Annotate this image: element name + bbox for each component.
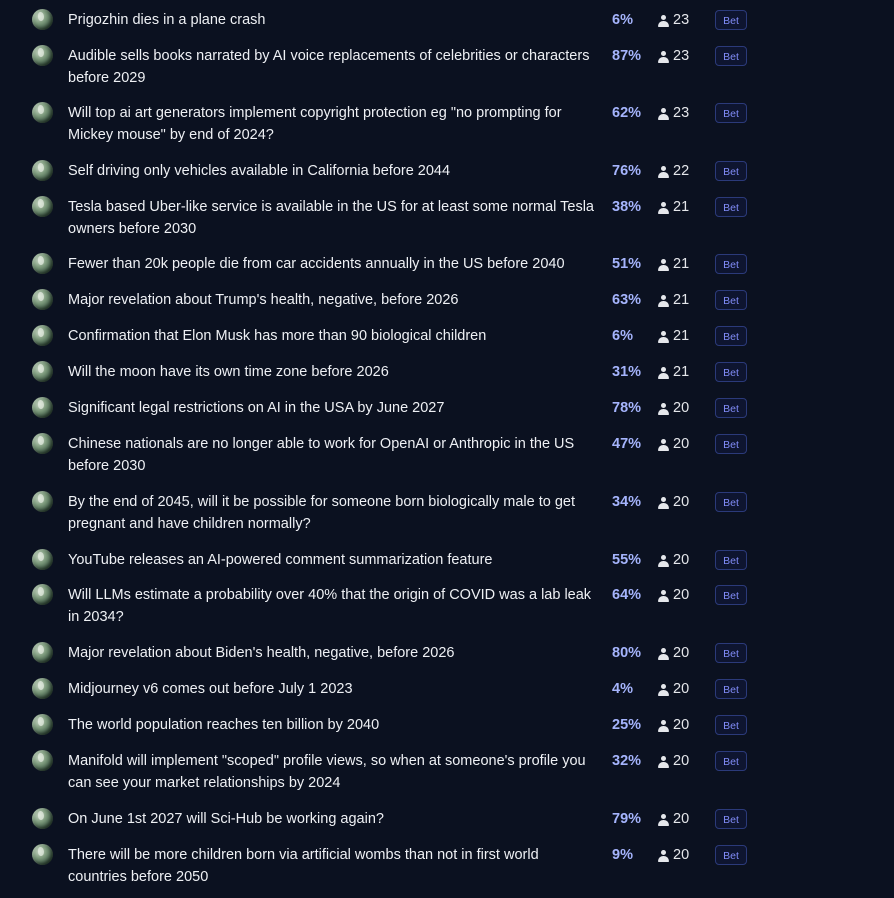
creator-avatar[interactable] bbox=[32, 397, 53, 418]
user-icon bbox=[658, 51, 669, 63]
market-probability: 62% bbox=[612, 105, 642, 121]
market-probability: 32% bbox=[612, 753, 642, 769]
market-probability: 51% bbox=[612, 256, 642, 272]
user-icon bbox=[658, 590, 669, 602]
market-question[interactable]: Manifold will implement "scoped" profile views, so when at someone's profile you can see your market relationships by 2024 bbox=[68, 753, 586, 791]
bet-button[interactable]: Bet bbox=[715, 550, 747, 570]
trader-count bbox=[658, 398, 689, 420]
trader-count-value: 20 bbox=[673, 681, 690, 697]
trader-count-value: 20 bbox=[673, 494, 690, 510]
creator-avatar[interactable] bbox=[32, 714, 53, 735]
market-probability: 80% bbox=[612, 645, 642, 661]
market-question[interactable]: YouTube releases an AI-powered comment summarization feature bbox=[68, 552, 493, 568]
trader-count bbox=[658, 103, 689, 125]
trader-count-value: 20 bbox=[673, 436, 690, 452]
creator-avatar[interactable] bbox=[32, 160, 53, 181]
market-probability: 9% bbox=[612, 847, 633, 863]
trader-count-value: 23 bbox=[673, 105, 690, 121]
bet-button[interactable]: Bet bbox=[715, 398, 747, 418]
creator-avatar[interactable] bbox=[32, 289, 53, 310]
bet-button[interactable]: Bet bbox=[715, 715, 747, 735]
user-icon bbox=[658, 720, 669, 732]
user-icon bbox=[658, 684, 669, 696]
market-question[interactable]: Tesla based Uber-like service is available in the US for at least some normal Tesla owners before 2030 bbox=[68, 199, 595, 237]
user-icon bbox=[658, 850, 669, 862]
user-icon bbox=[658, 403, 669, 415]
creator-avatar[interactable] bbox=[32, 45, 53, 66]
creator-avatar[interactable] bbox=[32, 196, 53, 217]
bet-button[interactable]: Bet bbox=[715, 643, 747, 663]
trader-count-value: 21 bbox=[673, 199, 690, 215]
market-question[interactable]: Confirmation that Elon Musk has more than 90 biological children bbox=[68, 328, 487, 344]
trader-count bbox=[658, 326, 689, 348]
market-probability: 31% bbox=[612, 364, 642, 380]
market-probability: 34% bbox=[612, 494, 642, 510]
trader-count-value: 23 bbox=[673, 48, 690, 64]
user-icon bbox=[658, 108, 669, 120]
trader-count-value: 21 bbox=[673, 364, 690, 380]
user-icon bbox=[658, 439, 669, 451]
trader-count bbox=[658, 751, 689, 773]
trader-count bbox=[658, 46, 689, 68]
bet-button[interactable]: Bet bbox=[715, 434, 747, 454]
market-probability: 78% bbox=[612, 400, 642, 416]
trader-count-value: 22 bbox=[673, 163, 690, 179]
market-probability: 6% bbox=[612, 12, 633, 28]
bet-button[interactable]: Bet bbox=[715, 326, 747, 346]
market-question[interactable]: Will the moon have its own time zone before 2026 bbox=[68, 364, 389, 380]
market-question[interactable]: Chinese nationals are no longer able to work for OpenAI or Anthropic in the US before 2030 bbox=[68, 436, 575, 474]
market-probability: 47% bbox=[612, 436, 642, 452]
trader-count-value: 20 bbox=[673, 587, 690, 603]
market-question[interactable]: Midjourney v6 comes out before July 1 2023 bbox=[68, 681, 353, 697]
bet-button[interactable]: Bet bbox=[715, 845, 747, 865]
market-question[interactable]: There will be more children born via artificial wombs than not in first world countries before 2050 bbox=[68, 847, 539, 885]
market-question[interactable]: Will LLMs estimate a probability over 40% that the origin of COVID was a lab leak in 2034? bbox=[68, 587, 592, 625]
trader-count bbox=[658, 679, 689, 701]
user-icon bbox=[658, 497, 669, 509]
bet-button[interactable]: Bet bbox=[715, 46, 747, 66]
trader-count-value: 20 bbox=[673, 753, 690, 769]
trader-count bbox=[658, 809, 689, 831]
bet-button[interactable]: Bet bbox=[715, 679, 747, 699]
trader-count bbox=[658, 161, 689, 183]
market-probability: 4% bbox=[612, 681, 633, 697]
trader-count-value: 20 bbox=[673, 552, 690, 568]
bet-button[interactable]: Bet bbox=[715, 585, 747, 605]
bet-button[interactable]: Bet bbox=[715, 197, 747, 217]
bet-button[interactable]: Bet bbox=[715, 103, 747, 123]
market-question[interactable]: By the end of 2045, will it be possible for someone born biologically male to get pregnant and have children normally? bbox=[68, 494, 575, 532]
trader-count bbox=[658, 362, 689, 384]
market-probability: 6% bbox=[612, 328, 633, 344]
bet-button[interactable]: Bet bbox=[715, 362, 747, 382]
market-question[interactable]: Fewer than 20k people die from car accidents annually in the US before 2040 bbox=[68, 256, 565, 272]
trader-count-value: 20 bbox=[673, 645, 690, 661]
user-icon bbox=[658, 814, 669, 826]
creator-avatar[interactable] bbox=[32, 433, 53, 454]
market-question[interactable]: Major revelation about Biden's health, negative, before 2026 bbox=[68, 645, 455, 661]
trader-count-value: 21 bbox=[673, 328, 690, 344]
market-probability: 25% bbox=[612, 717, 642, 733]
trader-count bbox=[658, 550, 689, 572]
market-probability: 76% bbox=[612, 163, 642, 179]
creator-avatar[interactable] bbox=[32, 678, 53, 699]
trader-count-value: 20 bbox=[673, 717, 690, 733]
market-question[interactable]: Major revelation about Trump's health, negative, before 2026 bbox=[68, 292, 459, 308]
creator-avatar[interactable] bbox=[32, 491, 53, 512]
bet-button[interactable]: Bet bbox=[715, 10, 747, 30]
user-icon bbox=[658, 331, 669, 343]
trader-count bbox=[658, 715, 689, 737]
trader-count-value: 23 bbox=[673, 12, 690, 28]
market-question[interactable]: Self driving only vehicles available in California before 2044 bbox=[68, 163, 451, 179]
trader-count bbox=[658, 845, 689, 867]
market-probability: 63% bbox=[612, 292, 642, 308]
creator-avatar[interactable] bbox=[32, 549, 53, 570]
market-question[interactable]: Audible sells books narrated by AI voice replacements of celebrities or characters before 2029 bbox=[68, 48, 590, 86]
user-icon bbox=[658, 202, 669, 214]
trader-count bbox=[658, 197, 689, 219]
creator-avatar[interactable] bbox=[32, 102, 53, 123]
trader-count bbox=[658, 492, 689, 514]
creator-avatar[interactable] bbox=[32, 584, 53, 605]
bet-button[interactable]: Bet bbox=[715, 492, 747, 512]
market-question[interactable]: Significant legal restrictions on AI in the USA by June 2027 bbox=[68, 400, 445, 416]
market-question[interactable]: Prigozhin dies in a plane crash bbox=[68, 12, 266, 28]
user-icon bbox=[658, 367, 669, 379]
bet-button[interactable]: Bet bbox=[715, 809, 747, 829]
trader-count bbox=[658, 585, 689, 607]
market-probability: 87% bbox=[612, 48, 642, 64]
market-probability: 64% bbox=[612, 587, 642, 603]
creator-avatar[interactable] bbox=[32, 325, 53, 346]
trader-count bbox=[658, 10, 689, 32]
creator-avatar[interactable] bbox=[32, 9, 53, 30]
market-question[interactable]: Will top ai art generators implement copyright protection eg "no prompting for Mickey mouse" by end of 2024? bbox=[68, 105, 562, 143]
user-icon bbox=[658, 259, 669, 271]
creator-avatar[interactable] bbox=[32, 253, 53, 274]
bet-button[interactable]: Bet bbox=[715, 290, 747, 310]
market-probability: 55% bbox=[612, 552, 642, 568]
trader-count-value: 20 bbox=[673, 400, 690, 416]
bet-button[interactable]: Bet bbox=[715, 161, 747, 181]
trader-count-value: 20 bbox=[673, 811, 690, 827]
creator-avatar[interactable] bbox=[32, 361, 53, 382]
trader-count bbox=[658, 434, 689, 456]
trader-count-value: 21 bbox=[673, 292, 690, 308]
creator-avatar[interactable] bbox=[32, 642, 53, 663]
user-icon bbox=[658, 295, 669, 307]
trader-count-value: 21 bbox=[673, 256, 690, 272]
user-icon bbox=[658, 15, 669, 27]
user-icon bbox=[658, 555, 669, 567]
creator-avatar[interactable] bbox=[32, 750, 53, 771]
user-icon bbox=[658, 756, 669, 768]
trader-count-value: 20 bbox=[673, 847, 690, 863]
user-icon bbox=[658, 166, 669, 178]
creator-avatar[interactable] bbox=[32, 844, 53, 865]
user-icon bbox=[658, 648, 669, 660]
bet-button[interactable]: Bet bbox=[715, 254, 747, 274]
trader-count bbox=[658, 254, 689, 276]
trader-count bbox=[658, 290, 689, 312]
market-question[interactable]: On June 1st 2027 will Sci-Hub be working again? bbox=[68, 811, 384, 827]
trader-count bbox=[658, 643, 689, 665]
creator-avatar[interactable] bbox=[32, 808, 53, 829]
market-probability: 38% bbox=[612, 199, 642, 215]
market-probability: 79% bbox=[612, 811, 642, 827]
bet-button[interactable]: Bet bbox=[715, 751, 747, 771]
market-question[interactable]: The world population reaches ten billion by 2040 bbox=[68, 717, 380, 733]
